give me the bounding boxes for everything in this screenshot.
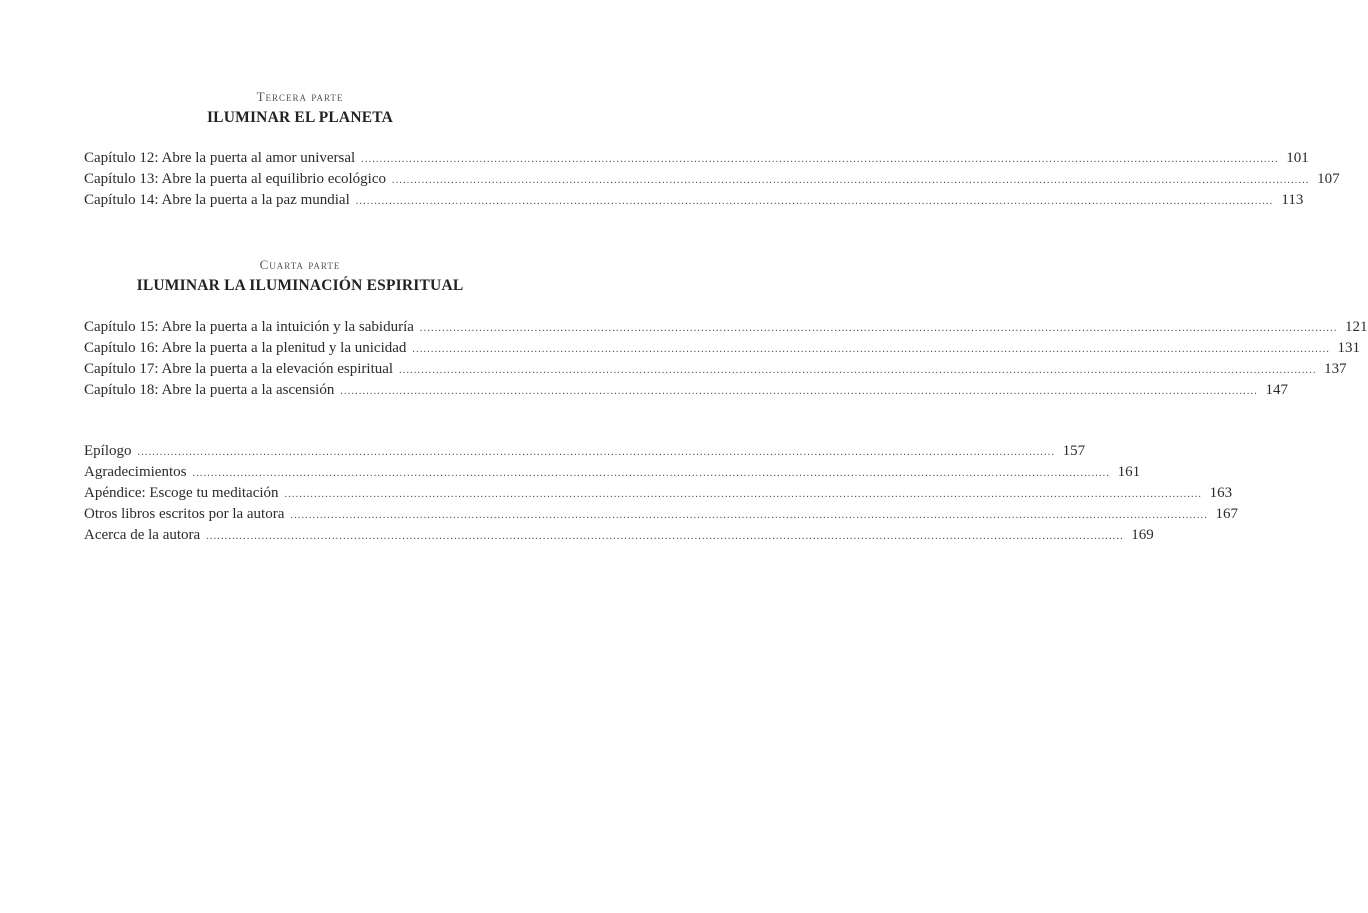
toc-entry-title: Capítulo 15: Abre la puerta a la intuición y la sabiduría (84, 319, 414, 335)
toc-entry-epilogo[interactable] (84, 441, 1086, 462)
toc-entry[interactable] (84, 380, 1288, 401)
dot-leader: ........................................................................................................................................................................................................................................................ (206, 531, 1124, 542)
dot-leader: ........................................................................................................................................................................................................................................................ (419, 323, 1338, 334)
toc-entry-title: Capítulo 14: Abre la puerta a la paz mundial (84, 192, 350, 208)
toc-entry-page: 131 (1337, 340, 1361, 356)
toc-entry-page: 147 (1265, 382, 1288, 398)
toc-entry-page: 167 (1215, 506, 1238, 522)
dot-leader: ........................................................................................................................................................................................................................................................ (192, 468, 1111, 479)
toc-entry[interactable] (84, 359, 1347, 380)
dot-leader: ........................................................................................................................................................................................................................................................ (355, 196, 1274, 207)
dot-leader: ........................................................................................................................................................................................................................................................ (392, 175, 1310, 186)
toc-entry-page: 101 (1286, 150, 1309, 166)
section-label-cuarta-parte: Cuarta parte (259, 257, 341, 272)
toc-entry-apendice[interactable] (84, 483, 1233, 504)
toc-entry-page: 169 (1131, 527, 1154, 543)
toc-entry-page: 107 (1317, 171, 1340, 187)
toc-entry-title: Capítulo 16: Abre la puerta a la plenitud y la unicidad (84, 340, 407, 356)
toc-entry-page: 161 (1117, 464, 1141, 480)
toc-entry-page: 157 (1062, 443, 1086, 459)
dot-leader: ........................................................................................................................................................................................................................................................ (361, 154, 1279, 165)
toc-list-back-matter (84, 441, 1238, 546)
section-title-iluminar-el-planeta: ILUMINAR EL PLANETA (206, 109, 394, 126)
toc-list-tercera-parte (84, 148, 1340, 211)
dot-leader: ........................................................................................................................................................................................................................................................ (399, 365, 1317, 376)
toc-list-cuarta-parte (84, 317, 1368, 401)
toc-entry-page: 121 (1345, 319, 1368, 335)
dot-leader: ........................................................................................................................................................................................................................................................ (290, 510, 1208, 521)
toc-entry-title: Capítulo 18: Abre la puerta a la ascensión (84, 382, 335, 398)
section-title-iluminar-la-iluminacion-espiritual: ILUMINAR LA ILUMINACIÓN ESPIRITUAL (136, 277, 464, 294)
dot-leader: ........................................................................................................................................................................................................................................................ (412, 344, 1331, 355)
toc-entry-otros-libros[interactable] (84, 504, 1238, 525)
section-label-tercera-parte: Tercera parte (256, 89, 344, 104)
dot-leader: ........................................................................................................................................................................................................................................................ (340, 386, 1258, 397)
toc-entry[interactable] (84, 148, 1309, 169)
dot-leader: ........................................................................................................................................................................................................................................................ (284, 489, 1203, 500)
toc-entry-title: Agradecimientos (84, 464, 187, 480)
toc-entry[interactable] (84, 190, 1304, 211)
toc-entry-title: Capítulo 17: Abre la puerta a la elevación espiritual (84, 361, 394, 377)
toc-entry-agradecimientos[interactable] (84, 462, 1141, 483)
toc-entry-title: Otros libros escritos por la autora (84, 506, 285, 522)
toc-entry[interactable] (84, 338, 1361, 359)
toc-entry-page: 163 (1209, 485, 1233, 501)
toc-entry-page: 137 (1324, 361, 1347, 377)
toc-entry-acerca-de-la-autora[interactable] (84, 525, 1154, 546)
toc-entry-title: Capítulo 12: Abre la puerta al amor universal (84, 150, 356, 166)
toc-entry-title: Apéndice: Escoge tu meditación (84, 485, 279, 501)
toc-entry[interactable] (84, 317, 1368, 338)
toc-entry-title: Epílogo (84, 443, 132, 459)
toc-entry[interactable] (84, 169, 1340, 190)
toc-entry-title: Capítulo 13: Abre la puerta al equilibrio ecológico (84, 171, 386, 187)
toc-entry-page: 113 (1281, 192, 1304, 208)
dot-leader: ........................................................................................................................................................................................................................................................ (137, 447, 1056, 458)
toc-entry-title: Acerca de la autora (84, 527, 201, 543)
